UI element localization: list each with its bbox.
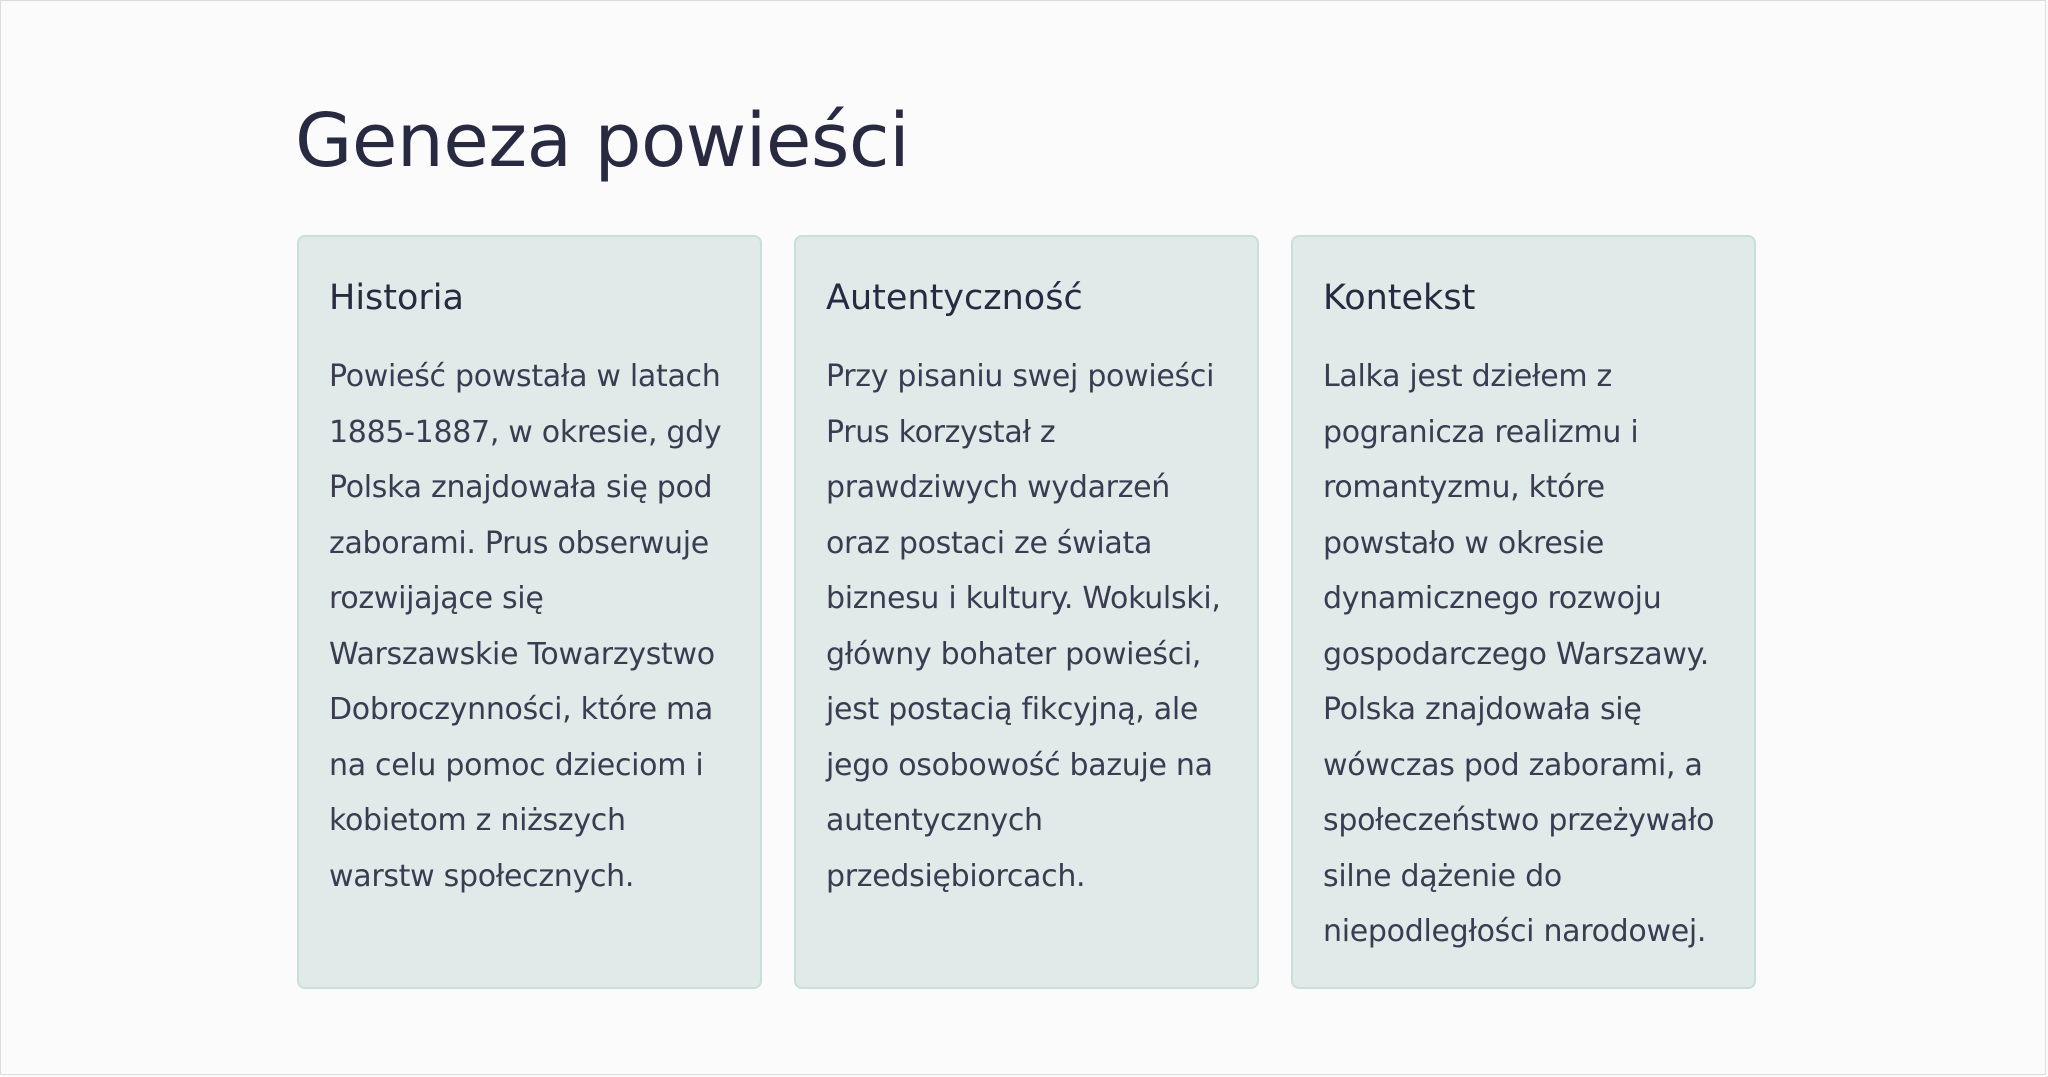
card-title: Kontekst xyxy=(1323,278,1476,318)
card-autentycznosc xyxy=(794,235,1259,989)
card-text: Przy pisaniu swej powieści Prus korzystał z prawdziwych wydarzeń oraz postaci ze świata biznesu i kultury. Wokulski, główny bohater powieści, jest postacią fikcyjną, ale jego osobowość bazuje na autentycznych przedsiębiorcach. xyxy=(826,359,1221,894)
card-text: Lalka jest dziełem z pogranicza realizmu i romantyzmu, które powstało w okresie dynamicznego rozwoju gospodarczego Warszawy. Polska znajdowała się wówczas pod zaborami, a społeczeństwo przeżywało silne dążenie do niepodległości narodowej. xyxy=(1323,359,1715,949)
card-historia xyxy=(297,235,762,989)
card-title: Historia xyxy=(329,278,464,318)
card-kontekst xyxy=(1291,235,1756,989)
card-title: Autentyczność xyxy=(826,278,1083,318)
page-title: Geneza powieści xyxy=(295,98,910,184)
card-text: Powieść powstała w latach 1885-1887, w okresie, gdy Polska znajdowała się pod zaborami. Prus obserwuje rozwijające się Warszawskie Towarzystwo Dobroczynności, które ma na celu pomoc dzieciom i kobietom z niższych warstw społecznych. xyxy=(329,359,722,894)
cards-row xyxy=(297,235,1756,989)
